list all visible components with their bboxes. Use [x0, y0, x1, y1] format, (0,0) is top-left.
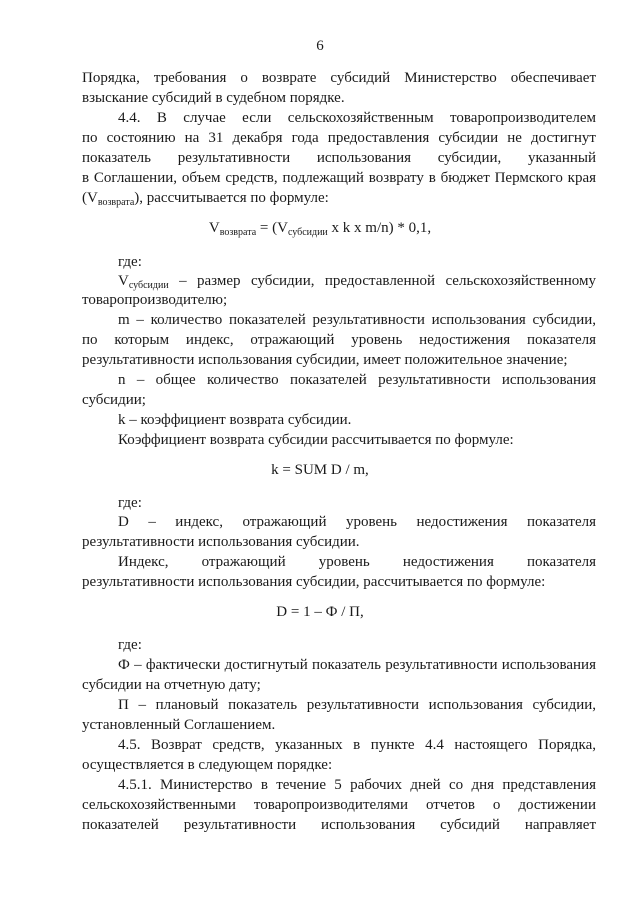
text-line: субсидии; — [82, 392, 146, 408]
text-line: установленный Соглашением. — [82, 717, 276, 733]
text-line: Порядка, требования о возврате субсидий Министерство обеспечивает — [82, 70, 596, 86]
formula-k: k = SUM D / m, — [271, 462, 369, 478]
text-line: результативности использования субсидии, имеет положительное значение; — [82, 352, 568, 368]
text-line: где: — [118, 637, 142, 653]
text-line: субсидии на отчетную дату; — [82, 677, 261, 693]
text-line: результативности использования субсидии. — [82, 534, 360, 550]
text-line: k – коэффициент возврата субсидии. — [118, 412, 352, 428]
text-line: $V_{субсидии}$ – размер субсидии, предоставленной сельскохозяйственному — [118, 273, 596, 291]
text-line: П – плановый показатель результативности использования субсидии, — [118, 697, 596, 713]
text-line: m – количество показателей результативности использования субсидии, — [118, 312, 596, 328]
page-number: 6 — [316, 38, 324, 54]
text-line: показателей результативности использования субсидий направляет — [82, 817, 596, 833]
text-line: сельскохозяйственными товаропроизводителями отчетов о достижении — [82, 797, 596, 813]
text-line: осуществляется в следующем порядке: — [82, 757, 333, 773]
text-line: где: — [118, 254, 142, 270]
text-line: взыскание субсидий в судебном порядке. — [82, 90, 345, 106]
text-line: товаропроизводителю; — [82, 292, 228, 308]
text-line: 4.5. Возврат средств, указанных в пункте 4.4 настоящего Порядка, — [118, 737, 596, 753]
text-line: $(V_{возврата})$, рассчитывается по формуле: — [82, 190, 329, 208]
text-line: в Соглашении, объем средств, подлежащий возврату в бюджет Пермского края — [82, 170, 596, 186]
text-line: показатель результативности использования субсидии, указанный — [82, 150, 596, 166]
text-line: по состоянию на 31 декабря года предоставления субсидии не достигнут — [82, 130, 596, 146]
text-line: результативности использования субсидии, рассчитывается по формуле: — [82, 574, 546, 590]
text-line: Коэффициент возврата субсидии рассчитывается по формуле: — [118, 432, 514, 448]
text-line: 4.4. В случае если сельскохозяйственным товаропроизводителем — [118, 110, 596, 126]
text-line: D – индекс, отражающий уровень недостижения показателя — [118, 514, 596, 530]
formula-v-return: $V_{возврата} = (V_{субсидии}$ x k x m/n) * 0,1, — [208, 220, 432, 238]
text-line: по которым индекс, отражающий уровень недостижения показателя — [82, 332, 596, 348]
text-line: 4.5.1. Министерство в течение 5 рабочих дней со дня представления — [118, 777, 596, 793]
text-line: n – общее количество показателей результативности использования — [118, 372, 596, 388]
text-line: Индекс, отражающий уровень недостижения показателя — [118, 554, 596, 570]
text-line: Ф – фактически достигнутый показатель результативности использования — [118, 657, 596, 673]
text-line: где: — [118, 495, 142, 511]
formula-d: D = 1 – Ф / П, — [276, 604, 364, 620]
